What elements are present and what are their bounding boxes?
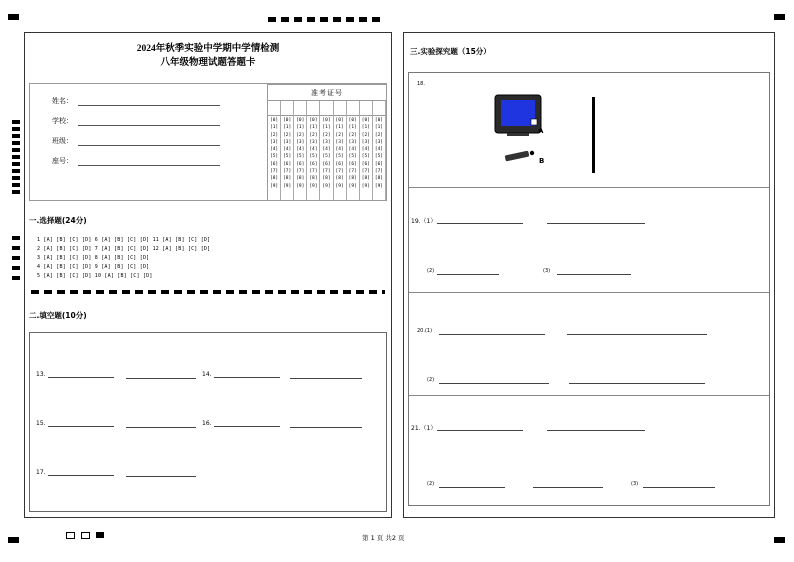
left-page-frame [24, 32, 392, 518]
admission-digit-column[interactable] [307, 101, 320, 200]
q21-blank-1[interactable] [437, 430, 523, 431]
q15-label: 15. [36, 420, 46, 427]
q19-blank-2[interactable] [547, 223, 645, 224]
q17-blank-2[interactable] [126, 476, 196, 477]
q19-2-label: (2) [427, 268, 435, 274]
admission-title: 准考证号 [311, 89, 343, 97]
q17-label: 17. [36, 469, 46, 476]
admission-digit-bubbles[interactable]: [0] [1] [2] [3] [4] [5] [6] [7] [8] [9] [374, 118, 383, 189]
q13-blank-1[interactable] [48, 377, 114, 378]
divider-19 [409, 187, 769, 188]
q18-label: 18. [417, 81, 425, 87]
choice-row-2[interactable]: 2 [A] [B] [C] [D] 7 [A] [B] [C] [D] 12 [A] [B] [C] [D] [37, 246, 211, 252]
q20-blank-2[interactable] [567, 334, 707, 335]
page-marker-filled [96, 532, 104, 538]
wall-mirror-line [592, 97, 595, 173]
admission-digit-bubbles[interactable]: [0] [1] [2] [3] [4] [5] [6] [7] [8] [9] [283, 118, 292, 189]
choice-row-3[interactable]: 3 [A] [B] [C] [D] 8 [A] [B] [C] [D] [37, 255, 150, 261]
q19-blank-3[interactable] [437, 274, 499, 275]
q19-blank-1[interactable] [437, 223, 523, 224]
left-timing-marks-upper [12, 120, 20, 194]
admission-digit-column[interactable] [360, 101, 373, 200]
admission-digit-column[interactable] [347, 101, 360, 200]
admission-digit-bubbles[interactable]: [0] [1] [2] [3] [4] [5] [6] [7] [8] [9] [322, 118, 331, 189]
corner-mark-bottom-left [8, 537, 19, 543]
q16-blank-1[interactable] [214, 426, 280, 427]
q19-blank-4[interactable] [557, 274, 631, 275]
answer-box-18-21 [408, 72, 770, 506]
label-a: A [538, 127, 544, 135]
page-marker-box-2 [81, 532, 90, 539]
q14-label: 14. [202, 371, 212, 378]
q18-figure [493, 91, 613, 171]
q21-blank-5[interactable] [643, 487, 715, 488]
admission-digit-column[interactable] [373, 101, 386, 200]
q21-blank-2[interactable] [547, 430, 645, 431]
corner-mark-top-left [8, 14, 19, 20]
page-number: 第 1 页 共2 页 [362, 534, 405, 542]
section1-title: 一.选择题(24分) [29, 216, 87, 225]
q19-label: 19.（1） [411, 218, 437, 225]
q20-blank-1[interactable] [439, 334, 545, 335]
admission-digit-bubbles[interactable]: [0] [1] [2] [3] [4] [5] [6] [7] [8] [9] [296, 118, 305, 189]
section2-title: 二.填空题(10分) [29, 311, 87, 320]
name-label: 姓名： [52, 97, 73, 105]
q20-label: 20.(1) [417, 328, 433, 334]
q21-label: 21.（1） [411, 425, 437, 432]
q16-label: 16. [202, 420, 212, 427]
right-page-frame [403, 32, 775, 518]
admission-digit-column[interactable] [320, 101, 333, 200]
q20-blank-4[interactable] [569, 383, 705, 384]
admission-digit-bubbles[interactable]: [0] [1] [2] [3] [4] [5] [6] [7] [8] [9] [348, 118, 357, 189]
left-timing-marks-lower [12, 236, 20, 280]
q16-blank-2[interactable] [290, 427, 362, 428]
admission-digit-column[interactable] [294, 101, 307, 200]
q21-3-label: (3) [631, 481, 639, 487]
class-field[interactable] [78, 145, 220, 146]
divider-20 [409, 292, 769, 293]
student-info-box [29, 83, 387, 201]
choice-row-4[interactable]: 4 [A] [B] [C] [D] 9 [A] [B] [C] [D] [37, 264, 150, 270]
q20-blank-3[interactable] [439, 383, 549, 384]
corner-mark-top-right [774, 14, 785, 20]
q21-blank-4[interactable] [533, 487, 603, 488]
admission-number-grid [267, 84, 387, 201]
corner-mark-bottom-right [774, 537, 785, 543]
label-b: B [539, 157, 545, 165]
q17-blank-1[interactable] [48, 475, 114, 476]
q13-blank-2[interactable] [126, 378, 196, 379]
seat-label: 座号： [52, 157, 73, 165]
q13-label: 13. [36, 371, 46, 378]
admission-digit-bubbles[interactable]: [0] [1] [2] [3] [4] [5] [6] [7] [8] [9] [335, 118, 344, 189]
admission-digit-column[interactable] [334, 101, 347, 200]
q15-blank-2[interactable] [126, 427, 196, 428]
section3-title: 三.实验探究题（15分） [410, 47, 491, 56]
admission-digit-column[interactable] [268, 101, 281, 200]
seat-field[interactable] [78, 165, 220, 166]
fill-blank-box [29, 332, 387, 512]
q21-2-label: (2) [427, 481, 435, 487]
divider-21 [409, 395, 769, 396]
q19-3-label: (3) [543, 268, 551, 274]
admission-digit-bubbles[interactable]: [0] [1] [2] [3] [4] [5] [6] [7] [8] [9] [361, 118, 370, 189]
top-timing-marks [268, 17, 384, 22]
tv-icon [495, 95, 541, 136]
choice-row-5[interactable]: 5 [A] [B] [C] [D] 10 [A] [B] [C] [D] [37, 273, 153, 279]
q21-blank-3[interactable] [439, 487, 505, 488]
section-divider-marks [31, 290, 385, 294]
admission-digit-bubbles[interactable]: [0] [1] [2] [3] [4] [5] [6] [7] [8] [9] [269, 118, 279, 189]
q20-2-label: (2) [427, 377, 435, 383]
page-marker-box-1 [66, 532, 75, 539]
exam-title-line1: 2024年秋季实验中学期中学情检测 [136, 44, 280, 54]
remote-control-icon [505, 151, 535, 162]
school-field[interactable] [78, 125, 220, 126]
q14-blank-1[interactable] [214, 377, 280, 378]
class-label: 班级： [52, 137, 73, 145]
admission-columns [268, 100, 386, 200]
admission-digit-bubbles[interactable]: [0] [1] [2] [3] [4] [5] [6] [7] [8] [9] [309, 118, 318, 189]
q15-blank-1[interactable] [48, 426, 114, 427]
admission-digit-column[interactable] [281, 101, 294, 200]
exam-title-line2: 八年级物理试题答题卡 [160, 58, 256, 68]
choice-row-1[interactable]: 1 [A] [B] [C] [D] 6 [A] [B] [C] [D] 11 [A] [B] [C] [D] [37, 237, 211, 243]
name-field[interactable] [78, 105, 220, 106]
q14-blank-2[interactable] [290, 378, 362, 379]
school-label: 学校： [52, 117, 73, 125]
